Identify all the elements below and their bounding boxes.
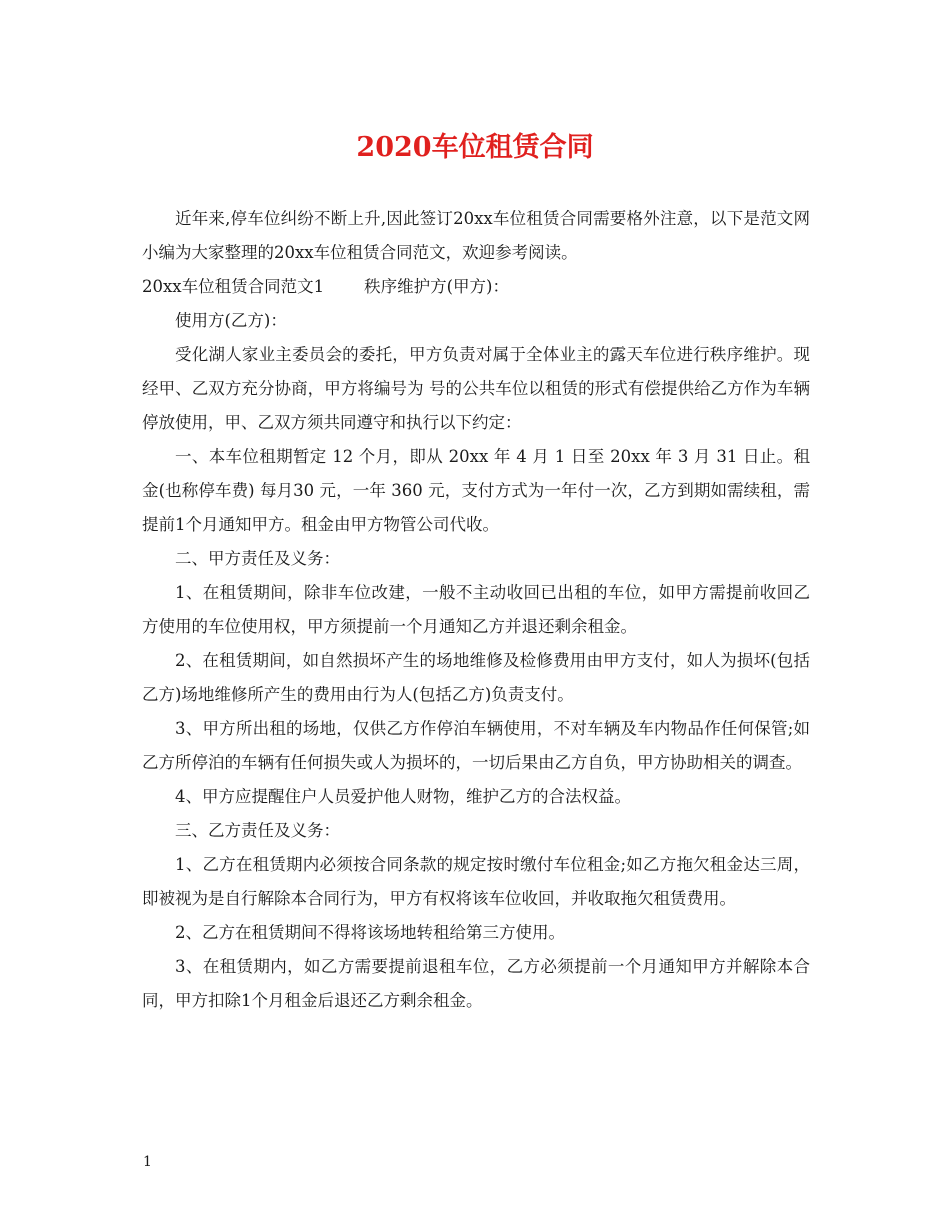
party-b-label: 使用方(乙方)：: [175, 311, 287, 330]
sample-heading: 20xx车位租赁合同范文1: [142, 277, 325, 296]
section-heading-party-a: 二、甲方责任及义务：: [175, 549, 340, 568]
clause-paragraph-a2: 2、在租赁期间，如自然损坏产生的场地维修及检修费用由甲方支付，如人为损坏(包括乙方)场地维修所产生的费用由行为人(包括乙方)负责支付。: [142, 651, 810, 704]
clause-paragraph-b1: 1、乙方在租赁期内必须按合同条款的规定按时缴付车位租金;如乙方拖欠租金达三周，即被视为是自行解除本合同行为，甲方有权将该车位收回，并收取拖欠租赁费用。: [142, 855, 810, 908]
document-title: 2020车位租赁合同: [356, 132, 594, 163]
clause-paragraph-a1: 1、在租赁期间，除非车位改建，一般不主动收回已出租的车位，如甲方需提前收回乙方使用的车位使用权，甲方须提前一个月通知乙方并退还剩余租金。: [142, 583, 810, 636]
sample-heading-line: [142, 270, 810, 304]
clause-paragraph-1: 受化湖人家业主委员会的委托，甲方负责对属于全体业主的露天车位进行秩序维护。现经甲、乙双方充分协商，甲方将编号为 号的公共车位以租赁的形式有偿提供给乙方作为车辆停放使用，甲、乙双方须共同遵守和执行以下约定：: [142, 345, 810, 432]
section-heading-party-b: 三、乙方责任及义务：: [175, 821, 340, 840]
page-number: 1: [143, 1154, 152, 1170]
clause-paragraph-a4: 4、甲方应提醒住户人员爱护他人财物，维护乙方的合法权益。: [175, 787, 631, 806]
intro-paragraph: 近年来,停车位纠纷不断上升,因此签订20xx车位租赁合同需要格外注意，以下是范文网小编为大家整理的20xx车位租赁合同范文，欢迎参考阅读。: [142, 209, 810, 262]
clause-paragraph-a3: 3、甲方所出租的场地，仅供乙方作停泊车辆使用，不对车辆及车内物品作任何保管;如乙方所停泊的车辆有任何损失或人为损坏的，一切后果由乙方自负，甲方协助相关的调查。: [142, 719, 810, 772]
document-body: [142, 202, 810, 1018]
clause-paragraph-2: 一、本车位租期暂定 12 个月，即从 20xx 年 4 月 1 日至 20xx 年 3 月 31 日止。租金(也称停车费) 每月30 元，一年 360 元，支付方式为一年付一次，乙方到期如需续租，需提前1个月通知甲方。租金由甲方物管公司代收。: [142, 447, 810, 534]
clause-paragraph-b3: 3、在租赁期内，如乙方需要提前退租车位，乙方必须提前一个月通知甲方并解除本合同，甲方扣除1个月租金后退还乙方剩余租金。: [142, 957, 810, 1010]
clause-paragraph-b2: 2、乙方在租赁期间不得将该场地转租给第三方使用。: [175, 923, 565, 942]
party-a-label: 秩序维护方(甲方)：: [364, 277, 509, 296]
